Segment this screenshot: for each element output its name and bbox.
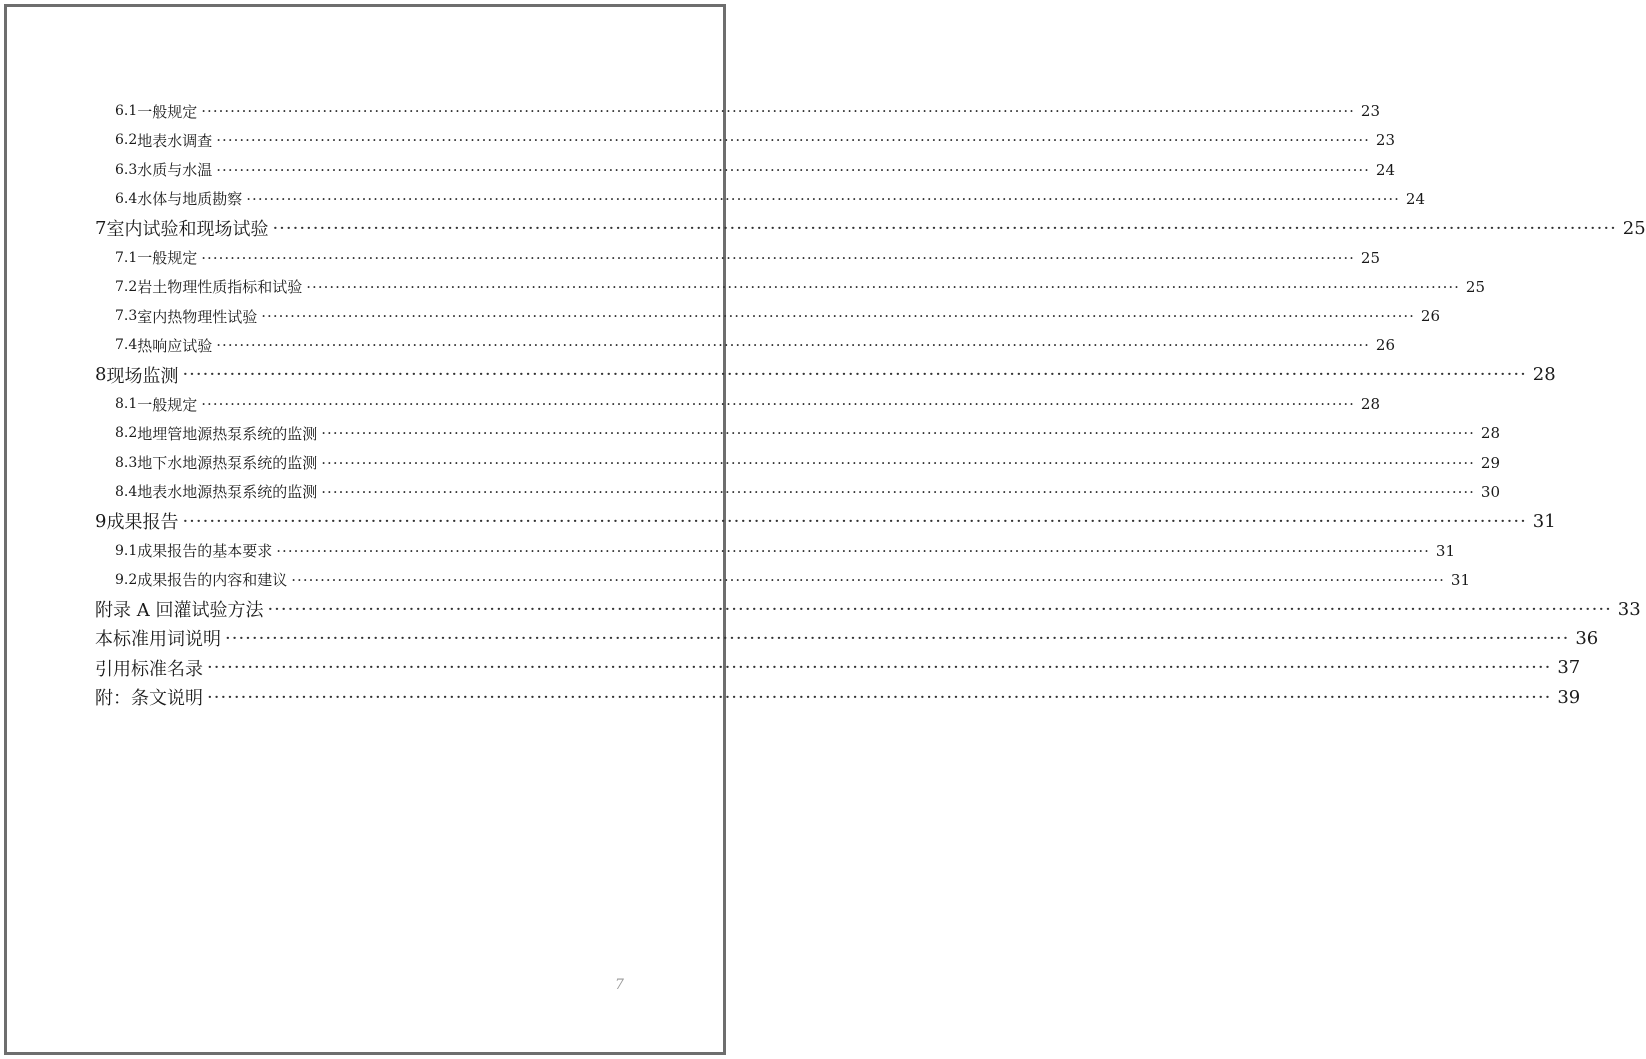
toc-entry[interactable] (115, 565, 1470, 595)
toc-entry-page: 31 (1532, 510, 1556, 532)
toc-entry-page: 30 (1480, 482, 1500, 501)
dot-leader: ········································································································································································································ (182, 364, 1527, 386)
toc-entry-number: 8.1 (115, 396, 138, 412)
toc-entry-title: 本标准用词说明 (95, 629, 221, 651)
toc-entry[interactable] (115, 330, 1395, 360)
toc-entry[interactable] (115, 418, 1500, 448)
toc-entry[interactable] (95, 213, 1646, 243)
dot-leader: ········································································································································································································ (246, 189, 1400, 208)
toc-entry-page: 36 (1575, 627, 1599, 649)
dot-leader: ········································································································································································································ (182, 510, 1527, 532)
toc-entry-number: 7.3 (115, 308, 138, 325)
dot-leader: ········································································································································································································ (216, 336, 1370, 355)
toc-entry[interactable] (115, 389, 1380, 419)
toc-entry-number: 8 (95, 364, 107, 386)
toc-entry-title: 室内试验和现场试验 (106, 219, 269, 241)
page-number: 7 (615, 977, 624, 993)
toc-entry-page: 23 (1360, 102, 1380, 120)
toc-entry-title: 地下水地源热泵系统的监测 (137, 454, 318, 473)
toc-entry-title: 一般规定 (137, 395, 198, 414)
toc-entry-page: 24 (1405, 189, 1425, 208)
toc-entry-page: 28 (1360, 395, 1380, 413)
toc-entry-page: 28 (1532, 364, 1556, 386)
dot-leader: ········································································································································································································ (321, 482, 1475, 501)
toc-entry-page: 26 (1420, 307, 1440, 326)
dot-leader: ········································································································································································································ (261, 307, 1415, 326)
toc-entry-title: 地表水调查 (137, 131, 213, 150)
toc-entry-number: 6.3 (115, 161, 138, 178)
toc-entry-title: 地埋管地源热泵系统的监测 (137, 424, 318, 443)
toc-entry-number: 8.4 (115, 483, 138, 500)
toc-entry-number: 8.3 (115, 454, 138, 471)
toc-entry[interactable] (115, 125, 1395, 155)
toc-entry-page: 26 (1375, 336, 1395, 355)
table-of-contents (7, 7, 1646, 1052)
toc-entry[interactable] (115, 477, 1500, 507)
toc-entry-page: 24 (1375, 160, 1395, 179)
toc-entry[interactable] (95, 594, 1641, 624)
toc-entry-number: 9.2 (115, 571, 138, 588)
toc-entry-title: 附录 A 回灌试验方法 (95, 600, 264, 622)
toc-entry-page: 28 (1480, 424, 1500, 443)
toc-entry[interactable] (115, 448, 1500, 478)
toc-entry-page: 25 (1465, 277, 1485, 296)
dot-leader: ········································································································································································································ (216, 160, 1370, 179)
toc-entry-title: 成果报告的基本要求 (137, 542, 273, 560)
toc-entry-number: 6.2 (115, 132, 138, 149)
toc-entry-page: 23 (1375, 131, 1395, 150)
dot-leader: ········································································································································································································ (207, 657, 1552, 679)
dot-leader: ········································································································································································································ (216, 131, 1370, 150)
toc-entry-title: 热响应试验 (137, 336, 213, 355)
toc-entry-number: 9.1 (115, 542, 138, 559)
toc-entry-page: 31 (1450, 570, 1470, 589)
dot-leader: ········································································································································································································ (201, 102, 1355, 120)
toc-entry-page: 37 (1557, 657, 1581, 679)
dot-leader: ········································································································································································································ (276, 541, 1430, 560)
toc-entry[interactable] (115, 243, 1380, 273)
toc-entry[interactable] (115, 96, 1380, 126)
toc-entry-page: 33 (1617, 598, 1641, 620)
toc-entry-number: 6.4 (115, 190, 138, 207)
toc-entry-page: 25 (1360, 248, 1380, 267)
dot-leader: ········································································································································································································ (207, 686, 1552, 708)
toc-entry[interactable] (95, 506, 1556, 536)
toc-entry[interactable] (95, 682, 1581, 712)
dot-leader: ········································································································································································································ (291, 570, 1445, 589)
toc-entry[interactable] (115, 155, 1395, 185)
toc-entry-title: 现场监测 (106, 365, 179, 387)
toc-entry[interactable] (95, 653, 1581, 683)
dot-leader: ········································································································································································································ (225, 627, 1570, 649)
toc-entry-number: 8.2 (115, 425, 138, 442)
toc-entry-number: 7.1 (115, 249, 138, 266)
dot-leader: ········································································································································································································ (306, 277, 1460, 296)
toc-entry-title: 成果报告 (106, 512, 179, 534)
toc-entry[interactable] (115, 184, 1425, 214)
toc-entry-number: 7.4 (115, 337, 138, 354)
toc-entry[interactable] (115, 301, 1440, 331)
dot-leader: ········································································································································································································ (272, 217, 1617, 239)
dot-leader: ········································································································································································································ (201, 248, 1355, 267)
toc-entry-title: 一般规定 (137, 249, 198, 267)
toc-entry[interactable] (115, 272, 1485, 302)
toc-entry-title: 附：条文说明 (95, 688, 203, 709)
toc-entry[interactable] (115, 536, 1455, 566)
toc-entry-number: 7.2 (115, 278, 138, 295)
toc-entry-number: 7 (95, 217, 107, 239)
toc-entry-title: 岩土物理性质指标和试验 (137, 278, 303, 297)
toc-entry-title: 引用标准名录 (95, 658, 203, 680)
dot-leader: ········································································································································································································ (201, 395, 1355, 413)
dot-leader: ········································································································································································································ (321, 424, 1475, 443)
toc-entry-number: 6.1 (115, 103, 138, 119)
document-page (4, 4, 1646, 1055)
toc-entry-title: 一般规定 (137, 102, 198, 121)
toc-entry-number: 9 (95, 510, 107, 532)
toc-entry-title: 水体与地质勘察 (137, 190, 243, 209)
dot-leader: ········································································································································································································ (321, 453, 1475, 472)
toc-entry-title: 室内热物理性试验 (137, 307, 258, 326)
dot-leader: ········································································································································································································ (267, 598, 1612, 620)
toc-entry[interactable] (95, 623, 1599, 653)
toc-entry[interactable] (95, 360, 1556, 390)
toc-entry-title: 水质与水温 (137, 161, 213, 180)
toc-entry-title: 地表水地源热泵系统的监测 (137, 483, 318, 502)
toc-entry-page: 39 (1557, 686, 1581, 708)
toc-entry-page: 25 (1622, 217, 1646, 239)
toc-entry-title: 成果报告的内容和建议 (137, 571, 288, 590)
toc-entry-page: 29 (1480, 453, 1500, 472)
toc-entry-page: 31 (1435, 541, 1455, 560)
